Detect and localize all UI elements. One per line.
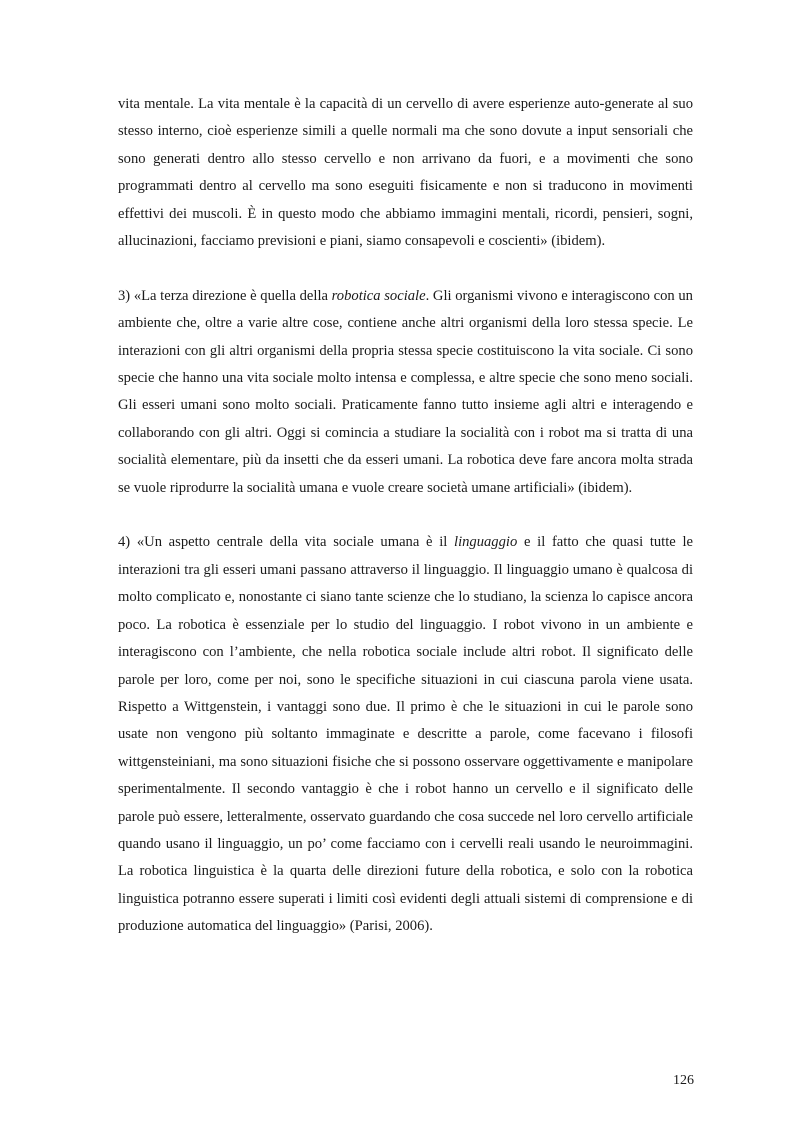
- italic-term-robotica-sociale: robotica sociale: [331, 287, 426, 304]
- paragraph-text: vita mentale. La vita mentale è la capacità di un cervello di avere esperienze auto-generate al suo stesso interno, cioè esperienze simili a quelle normali ma che sono dovute a input sensoriali che sono generati dentro allo stesso cervello e non arrivano da fuori, e a movimenti che sono programmati dentro al cervello ma sono eseguiti fisicamente e non si traducono in movimenti effettivi dei muscoli. È in questo modo che abbiamo immagini mentali, ricordi, pensieri, sogni, allucinazioni, facciamo previsioni e piani, siamo consapevoli e coscienti» (ibidem).: [118, 96, 693, 250]
- paragraph-text: . Gli organismi vivono e interagiscono con un ambiente che, oltre a varie altre cose, contiene anche altri organismi della loro stessa specie. Le interazioni con gli altri organismi della propria stessa specie costituiscono la vita sociale. Ci sono specie che hanno una vita sociale molto intensa e complessa, e altre specie che sono meno sociali. Gli esseri umani sono molto sociali. Praticamente fanno tutto insieme agli altri e interagendo e collaborando con gli altri. Oggi si comincia a studiare la socialità con i robot ma si tratta di una socialità elementare, più da insetti che da esseri umani. La robotica deve fare ancora molta strada se vuole riprodurre la socialità umana e vuole creare società umane artificiali» (ibidem).: [118, 287, 693, 496]
- italic-term-linguaggio: linguaggio: [454, 534, 518, 551]
- body-text: [118, 91, 693, 941]
- paragraph-text: 4) «Un aspetto centrale della vita sociale umana è il: [118, 534, 455, 551]
- page-number: 126: [673, 1073, 694, 1088]
- paragraph-text: 3) «La terza direzione è quella della: [118, 287, 332, 304]
- paragraph-mental-life: [118, 91, 693, 255]
- paragraph-language: [118, 529, 693, 940]
- paragraph-text: e il fatto che quasi tutte le interazioni tra gli esseri umani passano attraverso il linguaggio. Il linguaggio umano è qualcosa di molto complicato e, nonostante ci siano tante scienze che lo studiano, la scienza lo capisce ancora poco. La robotica è essenziale per lo studio del linguaggio. I robot vivono in un ambiente e interagiscono con l’ambiente, che nella robotica sociale include altri robot. Il significato delle parole per loro, come per noi, sono le specifiche situazioni in cui ciascuna parola viene usata. Rispetto a Wittgenstein, i vantaggi sono due. Il primo è che le situazioni in cui le parole sono usate non vengono più soltanto immaginate e descritte a parole, come facevano i filosofi wittgensteiniani, ma sono situazioni fisiche che si possono osservare oggettivamente e manipolare sperimentalmente. Il secondo vantaggio è che i robot hanno un cervello e il significato delle parole può essere, letteralmente, osservato guardando che cosa succede nel loro cervello artificiale quando usano il linguaggio, un po’ come facciamo con i cervelli reali usando le neuroimmagini. La robotica linguistica è la quarta delle direzioni future della robotica, e solo con la robotica linguistica potranno essere superati i limiti così evidenti degli attuali sistemi di comprensione e di produzione automatica del linguaggio» (Parisi, 2006).: [118, 534, 693, 935]
- paragraph-social-robotics: [118, 283, 693, 502]
